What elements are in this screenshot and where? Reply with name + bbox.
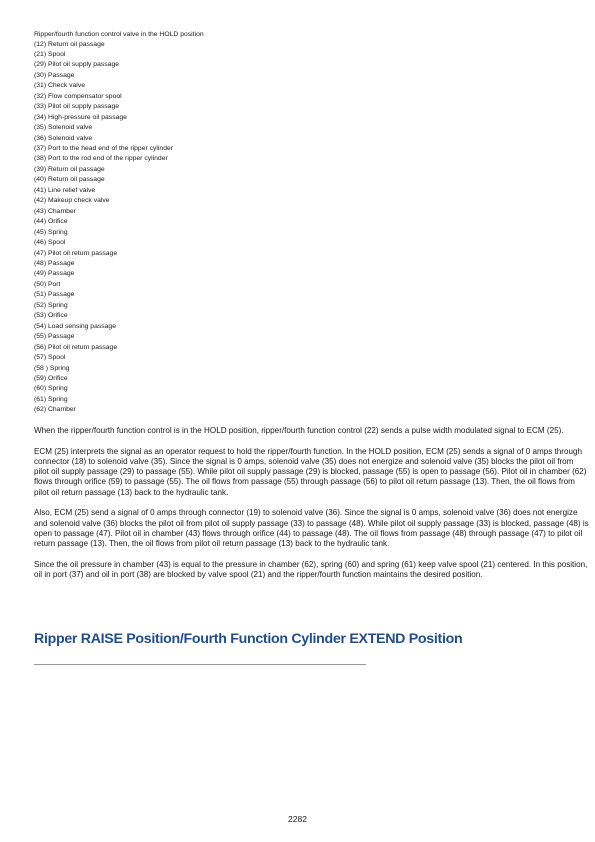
legend-item: (50) Port xyxy=(34,280,61,288)
legend-item: (45) Spring xyxy=(34,228,68,236)
legend-item: (12) Return oil passage xyxy=(34,40,105,48)
section-heading: Ripper RAISE Position/Fourth Function Cylinder EXTEND Position xyxy=(34,631,463,647)
legend-item: (43) Chamber xyxy=(34,207,76,215)
body-paragraph: Since the oil pressure in chamber (43) is equal to the pressure in chamber (62), spring (60) and spring (61) keep valve spool (21) centered. In this position, oil in port (37) and oil in port (38) are blocked by valve spool (21) and the ripper/fourth function maintains the desired position. xyxy=(34,559,588,580)
legend-item: (61) Spring xyxy=(34,395,68,403)
legend-item: (44) Orifice xyxy=(34,218,68,226)
legend-item: (47) Pilot oil return passage xyxy=(34,249,118,257)
legend-item: (62) Chamber xyxy=(34,406,76,414)
body-paragraph: ECM (25) interprets the signal as an operator request to hold the ripper/fourth function. In the HOLD position, ECM (25) sends a signal of 0 amps through connector (18) to solenoid valve (35). Since the signal is 0 amps, solenoid valve (35) does not energize and solenoid valve (35) blocks the pilot oil from pilot oil supply passage (29) to passage (55). While pilot oil supply passage (29) is blocked, passage (55) is open to passage (56). Pilot oil in chamber (62) flows through orifice (59) to passage (55). The oil flows from passage (55) through passage (56) to pilot oil return passage (13). Then, the oil flows from pilot oil return passage (13) back to the hydraulic tank. xyxy=(34,446,587,497)
body-paragraph: Also, ECM (25) send a signal of 0 amps through connector (19) to solenoid valve (36). Since the signal is 0 amps, solenoid valve (36) does not energize and solenoid valve (36) blocks the pilot oil from pilot oil supply passage (33) to passage (48). While pilot oil supply passage (33) is blocked, passage (48) is open to passage (47). Pilot oil in chamber (43) flows through orifice (44) to passage (48). The oil flows from passage (48) through passage (47) to pilot oil return passage (13). Then, the oil flows from pilot oil return passage (13) back to the hydraulic tank. xyxy=(34,508,589,549)
legend-item: (29) Pilot oil supply passage xyxy=(34,61,120,69)
body-paragraph: When the ripper/fourth function control is in the HOLD position, ripper/fourth function control (22) sends a pulse width modulated signal to ECM (25). xyxy=(34,426,564,435)
legend-item: (35) Solenoid valve xyxy=(34,124,93,132)
legend-item: (34) High-pressure oil passage xyxy=(34,113,127,121)
legend-item: (52) Spring xyxy=(34,301,68,309)
legend-item: (42) Makeup check valve xyxy=(34,197,110,205)
legend-item: (48) Passage xyxy=(34,260,75,268)
legend-item: (51) Passage xyxy=(34,291,75,299)
legend-item: (46) Spool xyxy=(34,239,66,247)
legend-item: (53) Orifice xyxy=(34,312,68,320)
legend-item: (21) Spool xyxy=(34,50,66,58)
legend-item: (57) Spool xyxy=(34,354,66,362)
legend-item: (38) Port to the rod end of the ripper cylinder xyxy=(34,155,168,163)
callout-legend-list xyxy=(34,40,173,416)
legend-item: (49) Passage xyxy=(34,270,75,278)
legend-item: (31) Check valve xyxy=(34,82,85,90)
legend-item: (41) Line relief valve xyxy=(34,186,96,194)
legend-item: (33) Pilot oil supply passage xyxy=(34,103,120,111)
legend-item: (58 ) Spring xyxy=(34,364,70,372)
legend-item: (56) Pilot oil return passage xyxy=(34,343,118,351)
legend-item: (55) Passage xyxy=(34,333,75,341)
legend-item: (60) Spring xyxy=(34,385,68,393)
legend-item: (59) Orifice xyxy=(34,375,68,382)
legend-item: (54) Load sensing passage xyxy=(34,322,116,330)
legend-item: (39) Return oil passage xyxy=(34,165,105,173)
body-text xyxy=(34,426,590,591)
legend-item: (30) Passage xyxy=(34,71,75,79)
horizontal-rule xyxy=(34,664,366,665)
figure-caption: Ripper/fourth function control valve in the HOLD position xyxy=(34,31,204,38)
legend-item: (36) Solenoid valve xyxy=(34,134,93,142)
page-number: 2282 xyxy=(288,814,307,824)
legend-item: (37) Port to the head end of the ripper cylinder xyxy=(34,145,174,153)
legend-item: (32) Flow compensator spool xyxy=(34,92,122,100)
legend-item: (40) Return oil passage xyxy=(34,176,105,184)
